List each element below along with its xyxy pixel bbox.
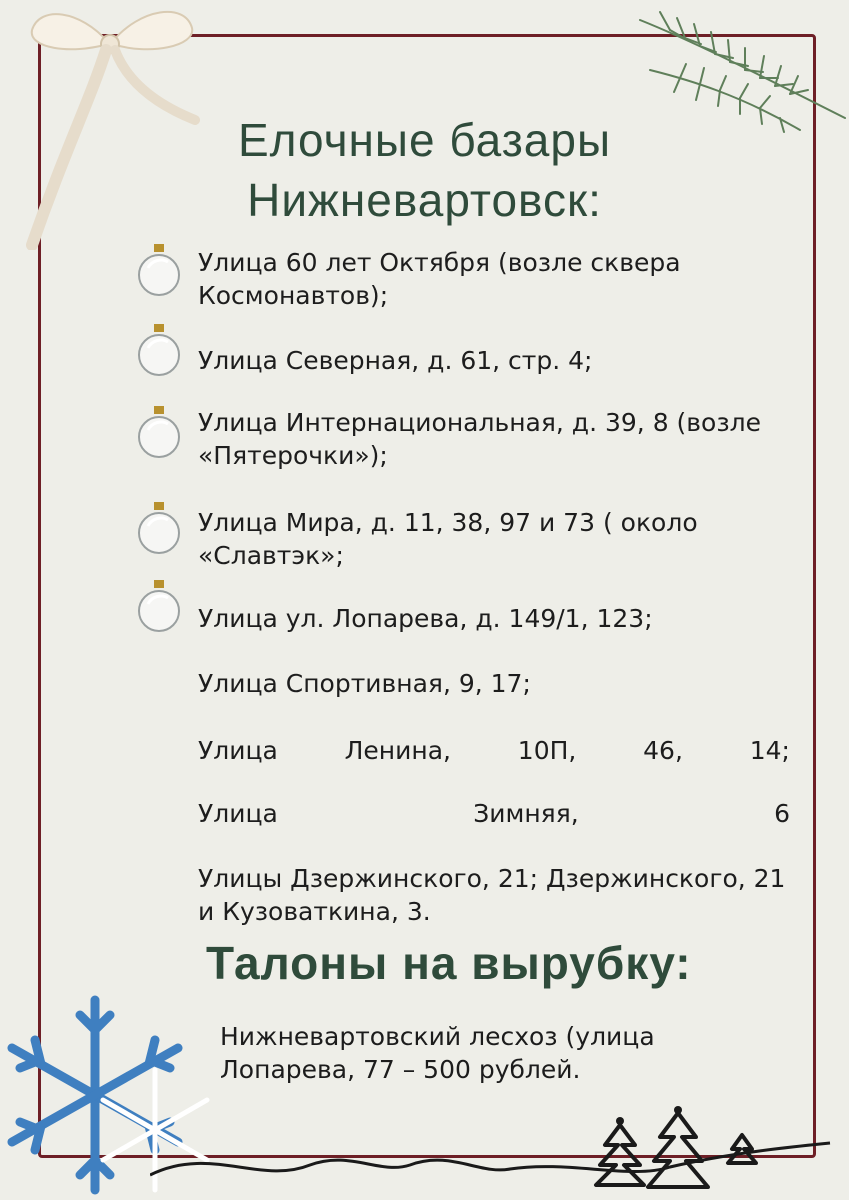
- christmas-ball-icon: [136, 500, 182, 560]
- christmas-ball-icon: [136, 404, 182, 464]
- christmas-ball-icon: [136, 578, 182, 638]
- list-item: Улица 60 лет Октября (возле сквера Космонавтов);: [198, 248, 681, 310]
- list-item-word: 14;: [749, 736, 790, 765]
- talon-info: Нижневартовский лесхоз (улица Лопарева, 77 – 500 рублей.: [220, 1022, 655, 1084]
- christmas-tree-icon: [150, 1105, 840, 1200]
- list-item: Улица Спортивная, 9, 17;: [198, 669, 531, 698]
- list-item: Улицы Дзержинского, 21; Дзержинского, 21 и Кузоваткина, 3.: [198, 864, 786, 926]
- list-item: Улица Северная, д. 61, стр. 4;: [198, 346, 593, 375]
- list-item: Улица Интернациональная, д. 39, 8 (возле «Пятерочки»);: [198, 408, 761, 470]
- list-item-word: Зимняя,: [473, 799, 579, 828]
- list-item-word: 6: [774, 799, 790, 828]
- list-item: Улица Мира, д. 11, 38, 97 и 73 ( около «Славтэк»;: [198, 508, 698, 570]
- list-item: [198, 797, 790, 830]
- list-item-word: 10П,: [517, 736, 577, 765]
- list-item: Улица ул. Лопарева, д. 149/1, 123;: [198, 604, 653, 633]
- page-title: [0, 110, 849, 230]
- list-item-word: Улица: [198, 799, 278, 828]
- list-item-word: 46,: [643, 736, 683, 765]
- list-item-word: Ленина,: [344, 736, 451, 765]
- list-item-word: Улица: [198, 736, 278, 765]
- title-line-1: Елочные базары: [237, 114, 612, 166]
- title-line-2: Нижневартовск:: [247, 174, 602, 226]
- section-heading: Талоны на вырубку:: [206, 937, 692, 989]
- christmas-ball-icon: [136, 322, 182, 382]
- list-item: [198, 734, 790, 767]
- christmas-ball-icon: [136, 242, 182, 302]
